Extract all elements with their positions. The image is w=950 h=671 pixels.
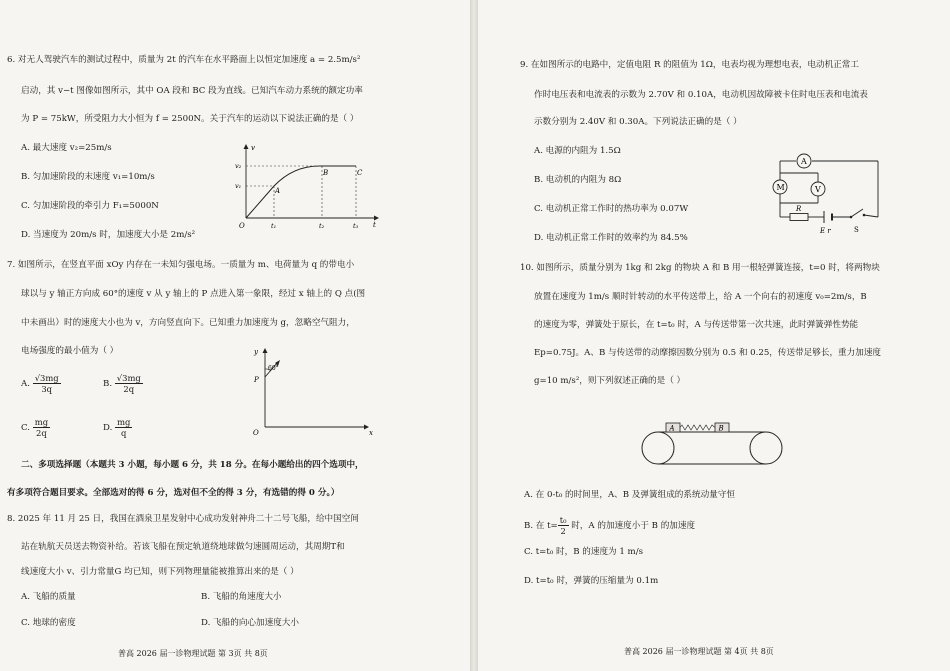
q7-option-a-numerator: √3mg (34, 373, 59, 383)
q7-option-c (21, 417, 50, 438)
graph-point-c: C (357, 169, 363, 177)
graph-t2-label: t₂ (319, 222, 325, 230)
graph-point-b: B (323, 169, 329, 177)
block-b-label: B (718, 424, 724, 433)
q10-stem-line3: 的速度为零，弹簧处于原长，在 t=t₀ 时，A 与传送带第一次共速，此时弹簧弹性势能 (534, 320, 859, 330)
page4-footer: 普高 2026 届一诊物理试题 第 4页 共 8页 (624, 647, 774, 656)
q8-option-a: A. 飞船的质量 (21, 592, 76, 602)
q7-option-d-denominator: q (121, 428, 127, 438)
q7-option-d-numerator: mg (117, 417, 131, 427)
q8-option-c: C. 地球的密度 (21, 618, 76, 628)
graph-t-axis-label: t (373, 221, 376, 229)
q7-stem-line2: 球以与 y 轴正方向成 60°的速度 v 从 y 轴上的 P 点进入第一象限，经过 x 轴上的 Q 点(图 (21, 289, 366, 299)
q7-xy-graph (250, 344, 380, 437)
q7-option-c-numerator: mg (34, 417, 49, 427)
q9-stem-line2: 作时电压表和电流表的示数为 2.70V 和 0.10A，电动机因故障被卡住时电压表和电流表 (534, 90, 868, 100)
q6-option-a: A. 最大速度 v₂=25m/s (21, 143, 112, 153)
section2-header-line1: 二、多项选择题（本题共 3 小题，每小题 6 分，共 18 分。在每小题给出的四个选项中， (21, 460, 364, 470)
q6-stem-line3: 为 P = 75kW，所受阻力大小恒为 f = 2500N。关于汽车的运动以下说法正确的是（ ） (21, 114, 359, 124)
q7-option-b (103, 373, 143, 394)
q8-option-d: D. 飞船的向心加速度大小 (201, 618, 299, 628)
q6-option-c: C. 匀加速阶段的牵引力 F₁=5000N (21, 201, 159, 211)
q10-option-b-prefix: B. 在 t= (524, 521, 558, 531)
q6-option-d: D. 当速度为 20m/s 时，加速度大小是 2m/s² (21, 230, 196, 240)
q7-option-b-label: B. (103, 379, 113, 389)
q6-vt-graph (232, 142, 382, 232)
q7-stem-line4: 电场强度的最小值为（ ） (21, 346, 119, 356)
graph-origin: O (239, 222, 245, 230)
xy-graph-y-label: y (254, 348, 258, 356)
q9-option-a: A. 电源的内阻为 1.5Ω (534, 146, 621, 156)
q9-option-d: D. 电动机正常工作时的效率约为 84.5% (534, 233, 688, 243)
graph-v1-label: v₁ (235, 182, 242, 190)
graph-t1-label: t₁ (271, 222, 277, 230)
q9-stem-line1: 9. 在如图所示的电路中，定值电阻 R 的阻值为 1Ω，电表均视为理想电表，电动机正常工 (520, 60, 859, 70)
q10-option-c: C. t=t₀ 时，B 的速度为 1 m/s (524, 547, 644, 557)
q10-option-b-suffix: 时，A 的加速度小于 B 的加速度 (568, 521, 696, 531)
q10-stem-line4: Ep=0.75J。A、B 与传送带的动摩擦因数分别为 0.5 和 0.25，传送带足够长，重力加速度 (534, 348, 882, 358)
motor-icon: M (776, 183, 785, 192)
exam-page-3 (0, 0, 470, 671)
q7-option-b-denominator: 2q (123, 384, 135, 394)
resistor-label: R (796, 205, 802, 213)
q8-option-b: B. 飞船的角速度大小 (201, 592, 282, 602)
q10-option-d: D. t=t₀ 时，弹簧的压缩量为 0.1m (524, 576, 659, 586)
xy-graph-angle: 60° (268, 365, 279, 372)
q10-option-b-numerator: t₀ (559, 515, 567, 525)
xy-graph-origin: O (253, 429, 259, 437)
graph-v-label: v (251, 144, 255, 152)
graph-point-a: A (275, 187, 281, 195)
q8-stem-line2: 站在轨航天员送去物资补给。若该飞船在预定轨道绕地球做匀速圆周运动，其周期T和 (21, 542, 345, 552)
q7-option-a-denominator: 3q (41, 384, 53, 394)
q9-stem-line3: 示数分别为 2.40V 和 0.30A。下列说法正确的是（ ） (534, 117, 742, 127)
q7-stem-line3: 中未画出）时的速度大小也为 v，方向竖直向下。已知重力加速度为 g，忽略空气阻力， (21, 318, 355, 328)
q7-option-d-label: D. (103, 423, 113, 433)
xy-graph-x-label: x (369, 429, 373, 437)
q6-option-b: B. 匀加速阶段的末速度 v₁=10m/s (21, 172, 155, 182)
q8-stem-line1: 8. 2025 年 11 月 25 日，我国在酒泉卫星发射中心成功发射神舟二十二号飞船，给中国空间 (7, 514, 359, 524)
block-a-label: A (669, 424, 675, 433)
q9-circuit-diagram (766, 153, 886, 238)
q10-stem-line5: g=10 m/s²，则下列叙述正确的是（ ） (534, 376, 686, 386)
q7-option-c-label: C. (21, 423, 31, 433)
section2-header-line2: 有多项符合题目要求。全部选对的得 6 分，选对但不全的得 3 分，有选错的得 0 分。） (7, 488, 340, 498)
switch-label: S (854, 226, 859, 234)
graph-v2-label: v₂ (235, 162, 242, 170)
q10-stem-line2: 放置在速度为 1m/s 顺时针转动的水平传送带上，给 A 一个向右的初速度 v₀=2m/s，B (534, 292, 867, 302)
page3-footer: 普高 2026 届一诊物理试题 第 3页 共 8页 (118, 649, 268, 658)
exam-page-4 (478, 0, 950, 671)
q8-stem-line3: 线速度大小 v、引力常量G 均已知，则下列物理量能被推算出来的是（ ） (21, 567, 299, 577)
q9-option-c: C. 电动机正常工作时的热功率为 0.07W (534, 204, 689, 214)
q7-option-a-label: A. (21, 379, 30, 389)
ammeter-icon: A (801, 157, 807, 166)
q6-stem-line1: 6. 对无人驾驶汽车的测试过程中，质量为 2t 的汽车在水平路面上以恒定加速度 a = 2.5m/s² (7, 55, 361, 65)
voltmeter-icon: V (815, 185, 821, 194)
q7-stem-line1: 7. 如图所示，在竖直平面 xOy 内存在一未知匀强电场。一质量为 m、电荷量为 q 的带电小 (7, 260, 355, 270)
graph-t3-label: t₃ (353, 222, 359, 230)
q7-option-c-denominator: 2q (36, 428, 47, 438)
q10-option-b-denominator: 2 (560, 526, 566, 536)
xy-graph-point-p: P (254, 376, 259, 384)
q7-option-a (21, 373, 61, 394)
q6-stem-line2: 启动，其 v−t 图像如图所示，其中 OA 段和 BC 段为直线。已知汽车动力系统的额定功率 (21, 86, 363, 96)
q7-option-b-numerator: √3mg (116, 373, 141, 383)
q10-conveyor-figure (638, 420, 788, 470)
q10-stem-line1: 10. 如图所示，质量分别为 1kg 和 2kg 的物块 A 和 B 用一根轻弹簧连接，t=0 时，将两物块 (520, 263, 880, 273)
battery-label: E r (820, 227, 831, 235)
page-gutter (470, 0, 478, 671)
q10-option-b (524, 515, 695, 536)
q10-option-a: A. 在 0-t₀ 的时间里，A、B 及弹簧组成的系统动量守恒 (524, 490, 735, 500)
q9-option-b: B. 电动机的内阻为 8Ω (534, 175, 622, 185)
q7-option-d (103, 417, 132, 438)
